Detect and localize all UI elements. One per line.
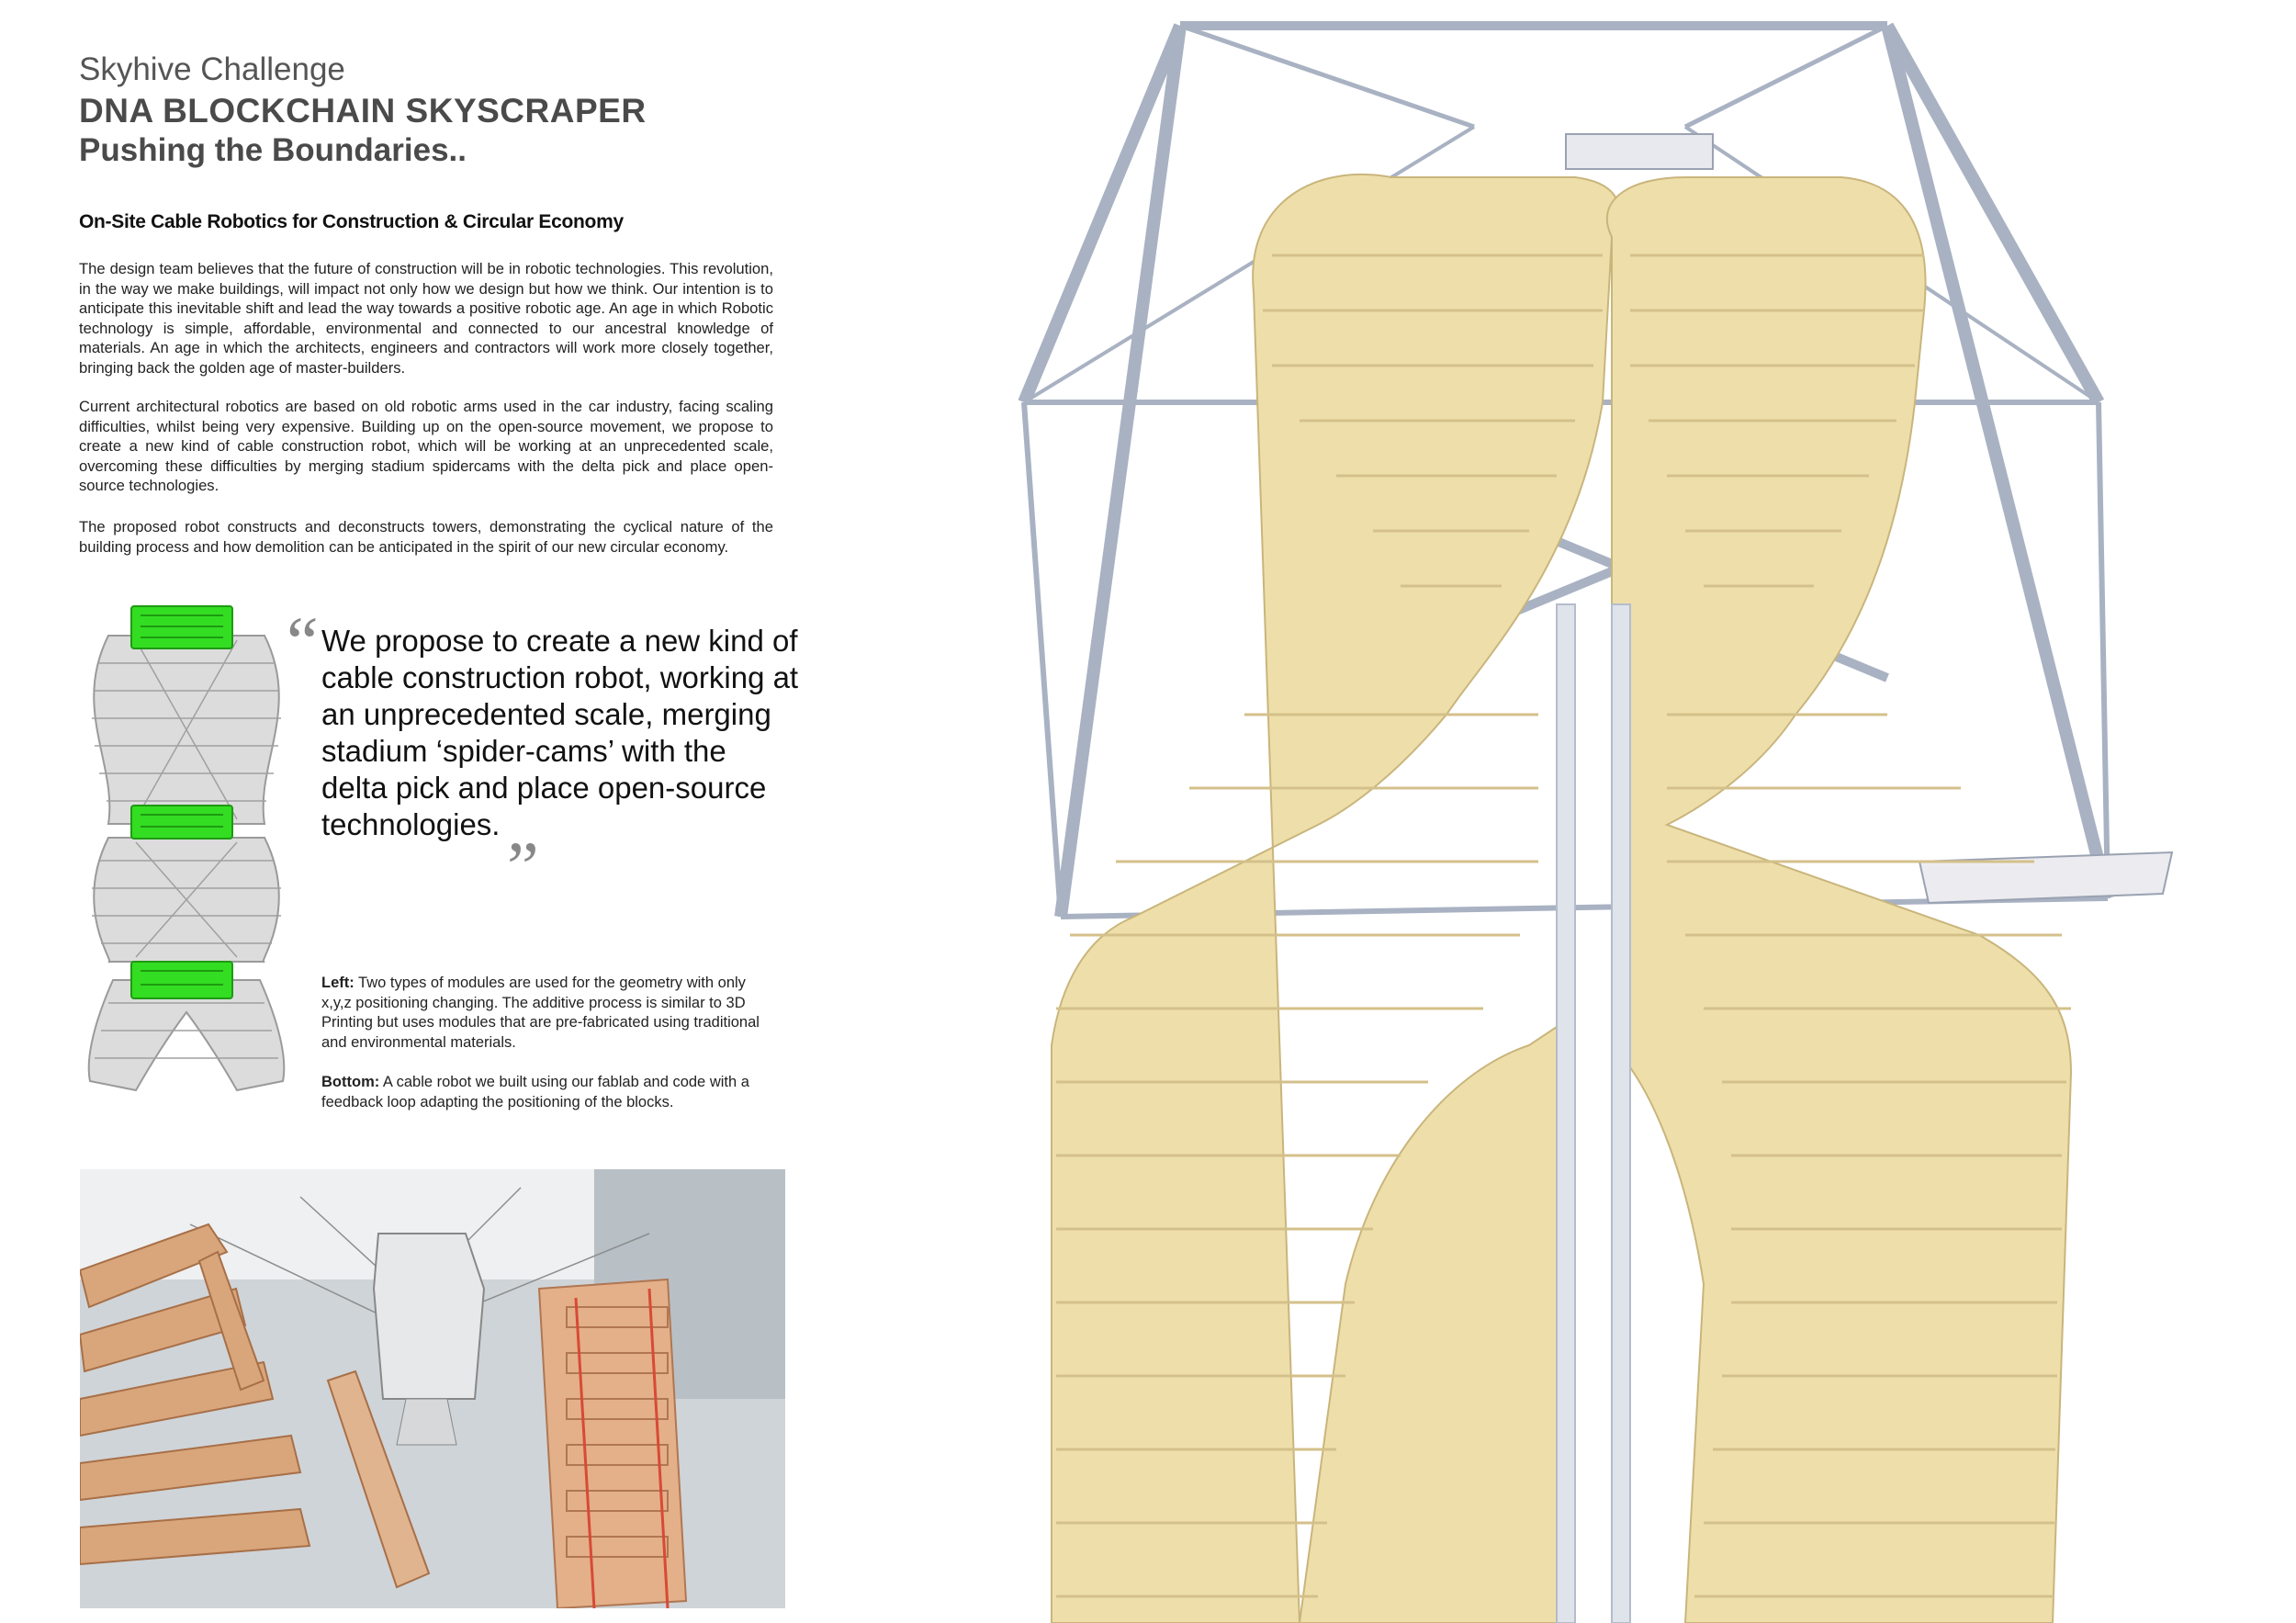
- quote-close-mark: ”: [507, 827, 539, 907]
- cable-robot-photo: [80, 1169, 785, 1608]
- challenge-name: Skyhive Challenge: [79, 51, 345, 87]
- caption-bottom-text: A cable robot we built using our fablab and code with a feedback loop adapting the positioning of the blocks.: [321, 1074, 749, 1110]
- body-paragraph: Current architectural robotics are based on old robotic arms used in the car industry, facing scaling difficulties, whilst being very expensive. Building up on the open-source movement, we propose to create a new kind of cable construction robot, which will be working at an unprecedented scale, overcoming these difficulties by merging stadium spidercams with the delta pick and place open-source technologies.: [79, 398, 773, 495]
- body-paragraph: The design team believes that the future of construction will be in robotic technologies. This revolution, in the way we make buildings, will impact not only how we design but how we think. Our intention is to anticipate this inevitable shift and lead the way towards a positive robotic age. An age in which Robotic technology is simple, affordable, environmental and connected to our ancestral knowledge of materials. An age in which the architects, engineers and contractors will work more closely together, bringing back the golden age of master-builders.: [79, 260, 773, 377]
- caption-bottom: [321, 1073, 762, 1112]
- pull-quote: We propose to create a new kind of cable construction robot, working at an unprecedented scale, merging stadium ‘spider-cams’ with the delta pick and place open-source technologies.: [321, 624, 799, 841]
- central-core: [1557, 604, 1630, 1623]
- section-heading: On-Site Cable Robotics for Construction & Circular Economy: [79, 211, 624, 232]
- page-subtitle: Pushing the Boundaries..: [79, 132, 467, 168]
- quote-open-mark: “: [287, 602, 319, 682]
- tower-render: [969, 17, 2190, 1623]
- caption-left-text: Two types of modules are used for the geometry with only x,y,z positioning changing. The additive process is similar to 3D Printing but uses modules that are pre-fabricated using traditional and environmental materials.: [321, 975, 760, 1051]
- grey-module-lattice: [89, 636, 285, 1090]
- caption-left: [321, 974, 762, 1053]
- effector-platform-right: [1919, 852, 2172, 903]
- effector-platform-top: [1566, 134, 1713, 169]
- caption-left-label: Left:: [321, 975, 355, 991]
- timber-stack-right: [539, 1279, 686, 1608]
- module-diagram: [81, 599, 292, 1099]
- caption-bottom-label: Bottom:: [321, 1074, 380, 1090]
- page-title: DNA BLOCKCHAIN SKYSCRAPER: [79, 92, 647, 130]
- body-paragraph: The proposed robot constructs and deconstructs towers, demonstrating the cyclical nature of the building process and how demolition can be anticipated in the spirit of our new circular economy.: [79, 518, 773, 556]
